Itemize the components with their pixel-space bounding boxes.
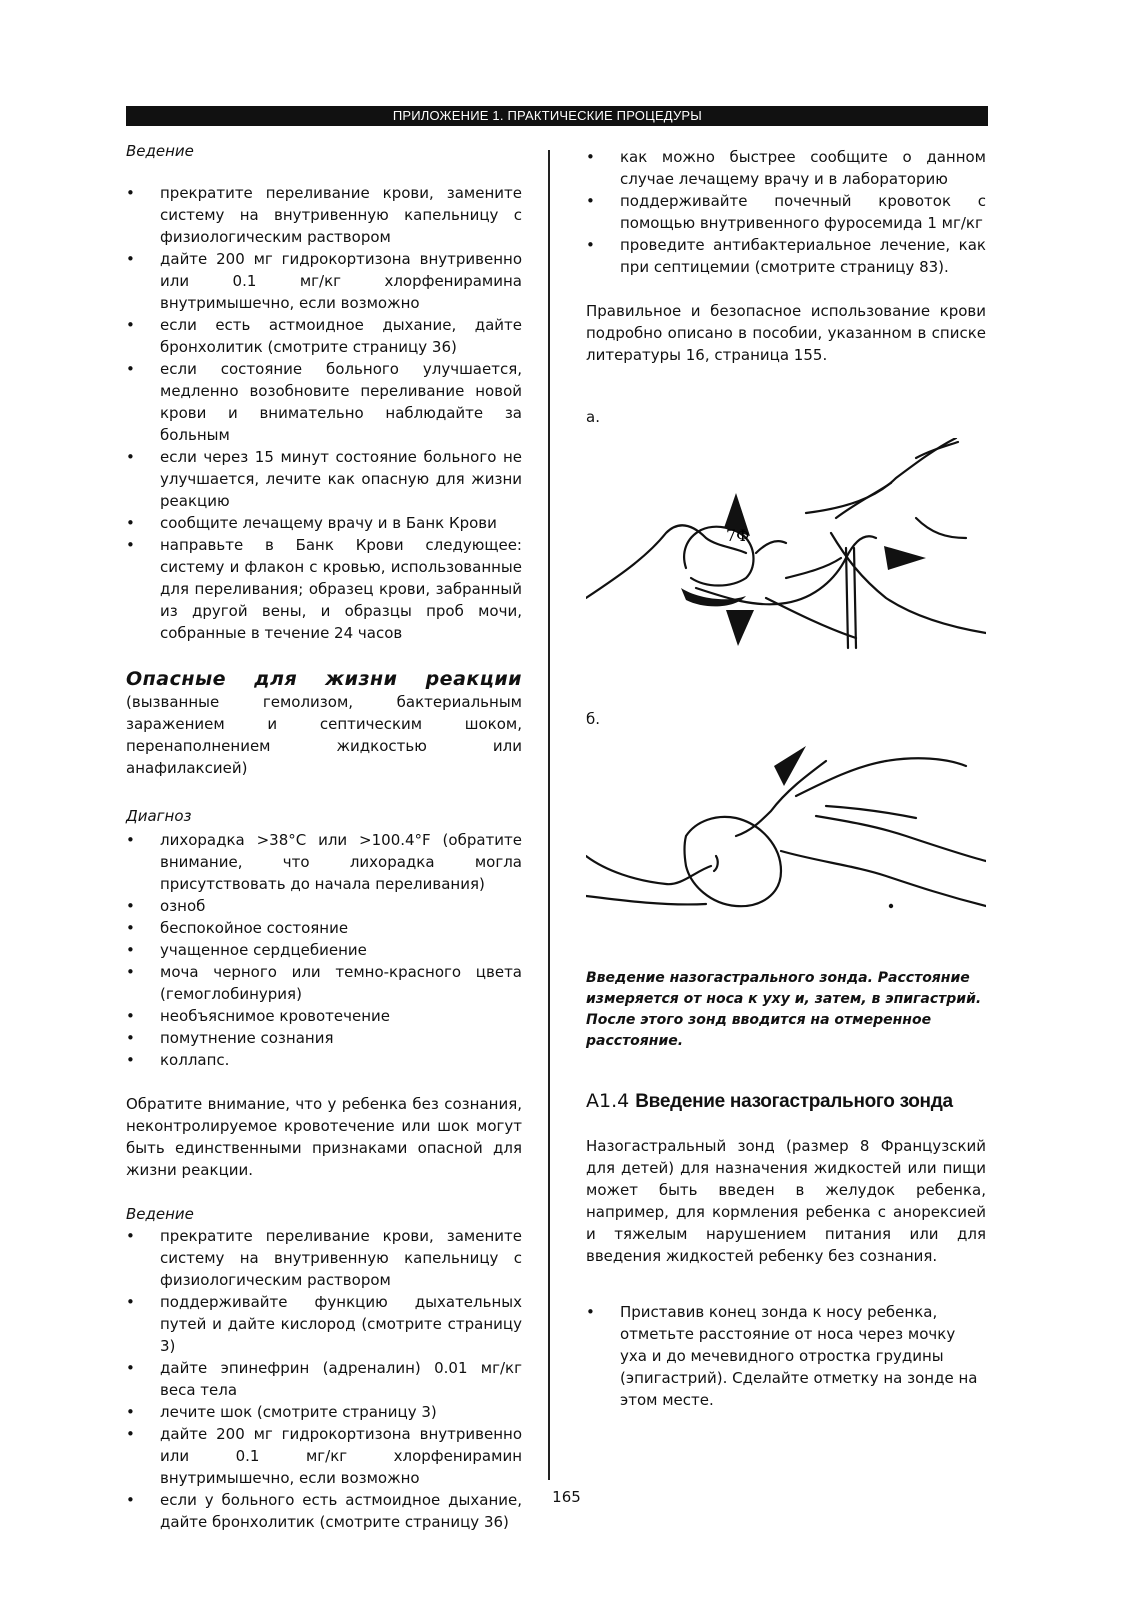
note-paragraph: Обратите внимание, что у ребенка без сознания, неконтролируемое кровотечение или шок могут быть единственными признаками опасной для жизни реакции. <box>126 1095 522 1179</box>
reference-paragraph: Правильное и безопасное использование крови подробно описано в пособии, указанном в списке литературы 16, страница 155. <box>586 302 986 364</box>
running-header <box>126 106 988 126</box>
management2-list <box>126 1225 522 1533</box>
danger-title: Опасные для жизни реакции <box>126 668 522 690</box>
list-item: • поддерживайте функцию дыхательных путей и дайте кислород (смотрите страницу 3) <box>126 1291 522 1357</box>
management-heading: Ведение <box>126 142 194 160</box>
list-item: • Приставив конец зонда к носу ребенка, отметьте расстояние от носа через мочку уха и до мечевидного отростка грудины (эпигастрий). Сделайте отметку на зонде на этом месте. <box>586 1301 986 1411</box>
column-divider <box>548 150 550 1480</box>
list-item: • дайте 200 мг гидрокортизона внутривенно или 0.1 мг/кг хлорфенирамина внутримышечно, если возможно <box>126 248 522 314</box>
header-title: ПРИЛОЖЕНИЕ 1. ПРАКТИЧЕСКИЕ ПРОЦЕДУРЫ <box>392 108 702 123</box>
list-item: • сообщите лечащему врачу и в Банк Крови <box>126 512 522 534</box>
list-item: • дайте эпинефрин (адреналин) 0.01 мг/кг веса тела <box>126 1357 522 1401</box>
list-item: • прекратите переливание крови, замените систему на внутривенную капельницу с физиологическим раствором <box>126 182 522 248</box>
figure-b-label: б. <box>586 710 601 728</box>
list-item: • озноб <box>126 895 522 917</box>
list-item: • поддерживайте почечный кровоток с помощью внутривенного фуросемида 1 мг/кг <box>586 190 986 234</box>
figure-caption: Введение назогастрального зонда. Расстояние измеряется от носа к уху и, затем, в эпигастрий. После этого зонд вводится на отмеренное расстояние. <box>586 970 982 1049</box>
list-item: • моча черного или темно-красного цвета (гемоглобинурия) <box>126 961 522 1005</box>
figure-b-illustration <box>586 736 986 936</box>
management-list <box>126 182 522 644</box>
danger-description: (вызванные гемолизом, бактериальным заражением и септическим шоком, перенаполнением жидкостью или анафилаксией) <box>126 693 522 777</box>
list-item: • лихорадка >38°C или >100.4°F (обратите внимание, что лихорадка могла присутствовать до начала переливания) <box>126 829 522 895</box>
diagnosis-heading: Диагноз <box>126 807 192 825</box>
right-column <box>586 146 986 1411</box>
list-item: • коллапс. <box>126 1049 522 1071</box>
page-number: 165 <box>552 1488 581 1506</box>
list-item: • если через 15 минут состояние больного не улучшается, лечите как опасную для жизни реакцию <box>126 446 522 512</box>
danger-paragraph <box>126 668 522 779</box>
list-item: • если состояние больного улучшается, медленно возобновите переливание новой крови и внимательно наблюдайте за больным <box>126 358 522 446</box>
management2-heading: Ведение <box>126 1205 194 1223</box>
diagnosis-list <box>126 829 522 1071</box>
section-list <box>586 1301 986 1411</box>
list-item: • направьте в Банк Крови следующее: систему и флакон с кровью, использованные для переливания; образец крови, забранный из другой вены, и образцы проб мочи, собранные в течение 24 часов <box>126 534 522 644</box>
left-column <box>126 140 522 1533</box>
figure-a-label: а. <box>586 408 600 426</box>
section-heading <box>586 1090 986 1113</box>
figure-a-illustration <box>586 438 986 688</box>
section-number: A1.4 <box>586 1090 630 1112</box>
section-paragraph: Назогастральный зонд (размер 8 Французский для детей) для назначения жидкостей или пищи может быть введен в желудок ребенка, например, для кормления ребенка с анорексией и тяжелым нарушением питания или для введения жидкостей ребенку без сознания. <box>586 1137 986 1265</box>
list-item: • необъяснимое кровотечение <box>126 1005 522 1027</box>
list-item: • лечите шок (смотрите страницу 3) <box>126 1401 522 1423</box>
section-title: Введение назогастрального зонда <box>635 1091 953 1112</box>
list-item: • помутнение сознания <box>126 1027 522 1049</box>
list-item: • учащенное сердцебиение <box>126 939 522 961</box>
list-item: • как можно быстрее сообщите о данном случае лечащему врачу и в лабораторию <box>586 146 986 190</box>
list-item: • дайте 200 мг гидрокортизона внутривенно или 0.1 мг/кг хлорфенирамин внутримышечно, если возможно <box>126 1423 522 1489</box>
list-item: • если есть астмоидное дыхание, дайте бронхолитик (смотрите страницу 36) <box>126 314 522 358</box>
list-item: • беспокойное состояние <box>126 917 522 939</box>
top-list <box>586 146 986 278</box>
list-item: • если у больного есть астмоидное дыхание, дайте бронхолитик (смотрите страницу 36) <box>126 1489 522 1533</box>
list-item: • прекратите переливание крови, замените систему на внутривенную капельницу с физиологическим раствором <box>126 1225 522 1291</box>
list-item: • проведите антибактериальное лечение, как при септицемии (смотрите страницу 83). <box>586 234 986 278</box>
svg-text:7Ф: 7Ф <box>726 526 750 545</box>
